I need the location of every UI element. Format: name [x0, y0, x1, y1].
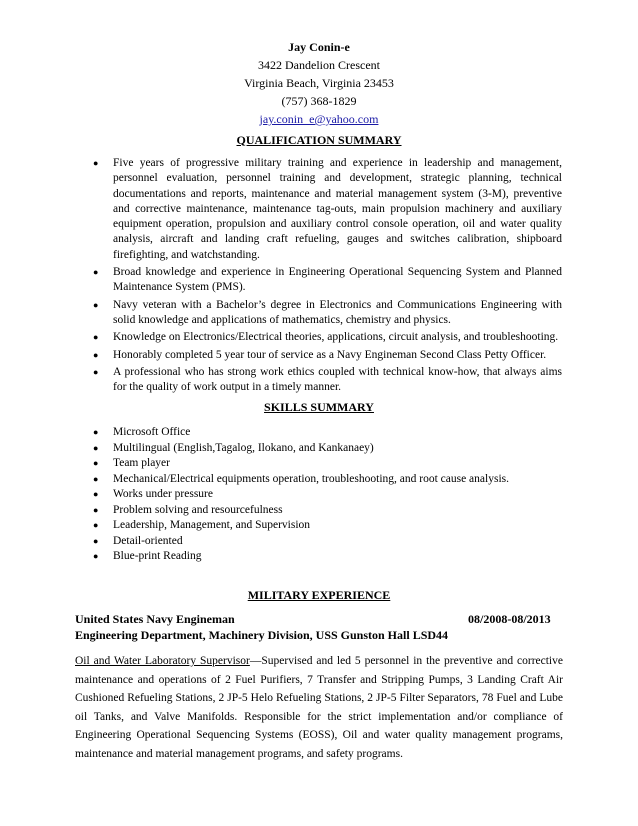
skills-summary-heading: SKILLS SUMMARY — [264, 400, 374, 414]
list-item: ● Problem solving and resourcefulness — [89, 503, 562, 519]
list-item: ● A professional who has strong work ethics coupled with technical know-how, that always aims for the quality of work output in a timely manner. — [89, 365, 562, 396]
list-item: ● Mechanical/Electrical equipments operation, troubleshooting, and root cause analysis. — [89, 472, 562, 488]
list-item: ● Five years of progressive military training and experience in leadership and management, personnel evaluation, personnel training and development, strategic planning, technical documentations and reports, maintenance and material management system (3-M), preventive and corrective maintenance, maintenance tag-outs, main propulsion machinery and auxiliary equipment operation, propulsion and auxiliary control console operation, oil and water quality analysis, aircraft and landing craft refueling, gauges and switches calibration, shipboard firefighting, and watchstanding. — [89, 156, 562, 263]
list-item: ● Leadership, Management, and Supervision — [89, 518, 562, 534]
list-item: ● Team player — [89, 456, 562, 472]
list-item: ● Multilingual (English,Tagalog, Ilokano, and Kankanaey) — [89, 441, 562, 457]
list-item: ● Detail-oriented — [89, 534, 562, 550]
job-description — [75, 652, 563, 763]
list-item: ● Honorably completed 5 year tour of service as a Navy Engineman Second Class Petty Officer. — [89, 348, 562, 363]
military-experience-heading: MILITARY EXPERIENCE — [247, 588, 391, 602]
qualification-list — [89, 156, 562, 397]
phone-number: (757) 368-1829 — [281, 94, 357, 108]
email-link[interactable]: jay.conin_e@yahoo.com — [259, 112, 379, 126]
employment-dates: 08/2008-08/2013 — [468, 612, 551, 626]
role-title: Oil and Water Laboratory Supervisor — [75, 655, 250, 667]
qualification-summary-heading: QUALIFICATION SUMMARY — [236, 133, 402, 147]
list-item: ● Knowledge on Electronics/Electrical theories, applications, circuit analysis, and troubleshooting. — [89, 330, 562, 345]
list-item: ● Broad knowledge and experience in Engineering Operational Sequencing System and Planned Maintenance System (PMS). — [89, 265, 562, 296]
contact-header — [0, 38, 638, 128]
list-item: ● Blue-print Reading — [89, 549, 562, 565]
street-address: 3422 Dandelion Crescent — [258, 58, 380, 72]
job-title-row — [75, 612, 565, 627]
list-item: ● Microsoft Office — [89, 425, 562, 441]
role-description: —Supervised and led 5 personnel in the preventive and corrective maintenance and operations of 2 Fuel Purifiers, 7 Transfer and Stripping Pumps, 3 Landing Craft Air Cushioned Refueling Stations, 2 JP-5 Helo Refueling Stations, 2 JP-5 Filter Separators, 78 Fuel and Lube oil Tanks, and Valve Manifolds. Responsible for the strict implementation and/or compliance of Engineering Operational Sequencing Systems (EOSS), Oil and water quality management programs, maintenance and material management programs, and safety programs. — [75, 655, 563, 760]
list-item: ● Navy veteran with a Bachelor’s degree in Electronics and Communications Engineering with solid knowledge and applications of mathematics, chemistry and physics. — [89, 298, 562, 329]
list-item: ● Works under pressure — [89, 487, 562, 503]
department-line: Engineering Department, Machinery Division, USS Gunston Hall LSD44 — [75, 628, 449, 642]
skills-list — [89, 425, 562, 565]
job-title: United States Navy Engineman — [75, 612, 235, 626]
applicant-name: Jay Conin-e — [288, 40, 350, 54]
city-state-zip: Virginia Beach, Virginia 23453 — [244, 76, 394, 90]
